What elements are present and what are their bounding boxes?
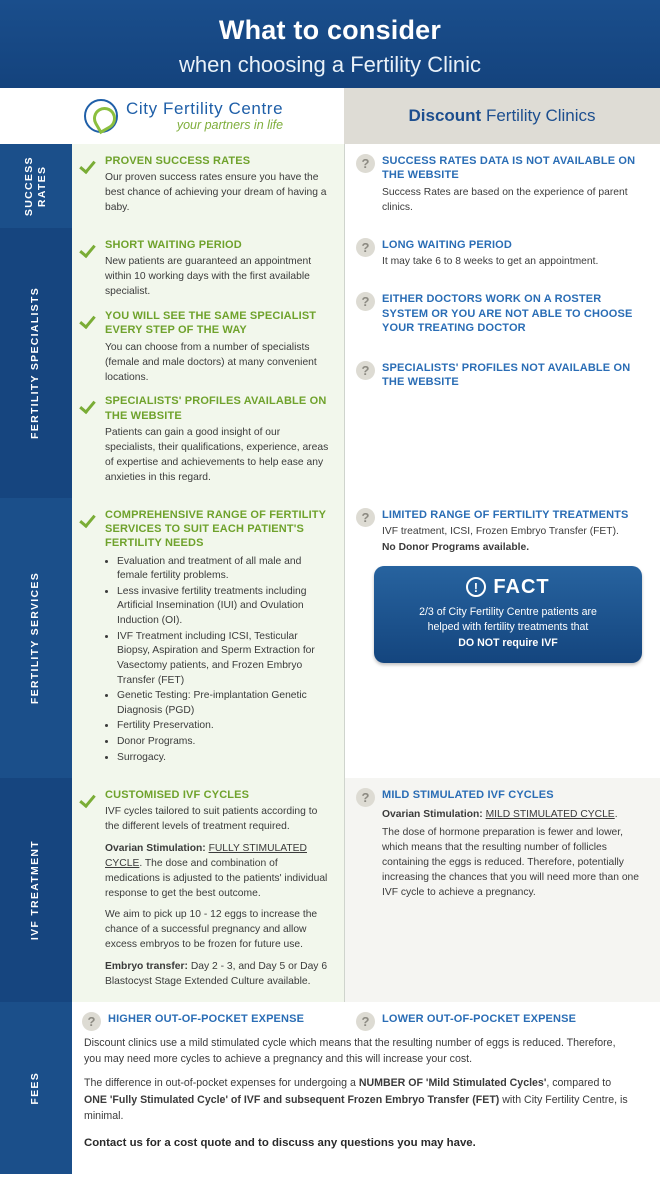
item-body: The dose of hormone preparation is fewer and lower, which means that the resulting number of follicles containing the eggs is reduced. Therefore, potentially increasing the chances that you will need more than one IVF cycle to achieve a pregnancy. bbox=[382, 827, 640, 899]
list-item: • Less invasive fertility treatments including Artificial Insemination (IUI) and Ovulation Induction (OI). bbox=[117, 585, 332, 629]
list-item bbox=[82, 238, 332, 300]
list-item bbox=[356, 788, 646, 901]
item-body: New patients are guaranteed an appointment within 10 working days with the first available specialist. bbox=[105, 256, 312, 298]
item-heading: MILD STIMULATED IVF CYCLES bbox=[382, 789, 554, 802]
question-icon: ? bbox=[356, 508, 375, 527]
side-label-fertility-specialists: FERTILITY SPECIALISTS bbox=[0, 228, 72, 498]
discount-title-bold: Discount bbox=[408, 106, 482, 125]
section-ivf-treatment bbox=[0, 778, 660, 1001]
fees-right-cell bbox=[344, 1002, 660, 1031]
item-heading: SHORT WAITING PERIOD bbox=[105, 239, 242, 252]
fees-p2-e: with City Fertility Centre, is minimal. bbox=[84, 1093, 628, 1123]
column-divider bbox=[344, 778, 345, 1001]
list-item bbox=[356, 154, 646, 215]
check-icon bbox=[82, 395, 98, 413]
city-fertility-logo-icon bbox=[84, 99, 118, 133]
fees-p2-d: ONE 'Fully Stimulated Cycle' of IVF and subsequent Frozen Embryo Transfer (FET) bbox=[84, 1093, 500, 1106]
list-item bbox=[82, 154, 332, 216]
question-icon: ? bbox=[356, 154, 375, 173]
item-body-bold: No Donor Programs available. bbox=[382, 541, 530, 553]
side-label-spacer bbox=[0, 88, 72, 144]
check-icon bbox=[82, 509, 98, 527]
fees-p2-a: The difference in out-of-pocket expenses for undergoing a bbox=[84, 1077, 359, 1090]
item-body: IVF cycles tailored to suit patients according to the different levels of treatment required. bbox=[105, 806, 318, 833]
fees-p2-b: NUMBER OF 'Mild Stimulated Cycles' bbox=[358, 1077, 547, 1090]
list-item: • Fertility Preservation. bbox=[117, 719, 332, 734]
page-title: What to consider bbox=[218, 15, 442, 45]
ovarian-stim-value: FULLY STIMULATED CYCLE bbox=[105, 843, 307, 870]
services-bullet-list bbox=[117, 555, 332, 766]
comparison-grid bbox=[0, 144, 660, 1174]
brand-tagline: your partners in life bbox=[176, 118, 284, 133]
ivf-right-cell bbox=[344, 778, 660, 1001]
list-item bbox=[82, 508, 332, 766]
specialists-right-cell bbox=[344, 228, 660, 498]
item-heading: YOU WILL SEE THE SAME SPECIALIST EVERY STEP OF THE WAY bbox=[105, 310, 317, 337]
question-icon: ? bbox=[82, 1012, 101, 1031]
item-heading: HIGHER OUT-OF-POCKET EXPENSE bbox=[108, 1012, 305, 1025]
fees-p2-c: , compared to bbox=[546, 1077, 612, 1090]
success-rates-left-cell bbox=[72, 144, 344, 228]
item-paragraph-2 bbox=[105, 842, 332, 902]
embryo-transfer-rest: Day 2 - 3, and Day 5 or Day 6 Blastocyst Stage Extended Culture available. bbox=[105, 960, 328, 987]
item-heading: LOWER OUT-OF-POCKET EXPENSE bbox=[382, 1012, 577, 1025]
item-heading: SPECIALISTS' PROFILES AVAILABLE ON THE WEBSITE bbox=[105, 395, 327, 422]
item-heading: COMPREHENSIVE RANGE OF FERTILITY SERVICES TO SUIT EACH PATIENT'S FERTILITY NEEDS bbox=[105, 508, 326, 550]
item-heading: SUCCESS RATES DATA IS NOT AVAILABLE ON THE WEBSITE bbox=[382, 155, 636, 182]
item-heading: CUSTOMISED IVF CYCLES bbox=[105, 789, 250, 802]
check-icon bbox=[82, 310, 98, 328]
side-label-success-rates: SUCCESS RATES bbox=[0, 144, 72, 228]
side-label-ivf-treatment: IVF TREATMENT bbox=[0, 778, 72, 1001]
list-item: • IVF Treatment including ICSI, Testicular Biopsy, Aspiration and Sperm Extraction for Vasectomy patients, and Frozen Embryo Transfer (FET) bbox=[117, 630, 332, 688]
brand-column-header bbox=[72, 88, 344, 144]
ovarian-stim-value: MILD STIMULATED CYCLE bbox=[485, 809, 615, 821]
brand bbox=[84, 99, 283, 133]
check-icon bbox=[82, 789, 98, 807]
discount-title-rest: Fertility Clinics bbox=[481, 106, 596, 125]
item-body: Success Rates are based on the experience of parent clinics. bbox=[382, 186, 628, 213]
list-item bbox=[356, 508, 646, 556]
column-divider bbox=[344, 498, 345, 778]
contact-cta: Contact us for a cost quote and to discuss any questions you may have. bbox=[84, 1136, 476, 1149]
item-paragraph-1 bbox=[382, 808, 646, 823]
section-success-rates bbox=[0, 144, 660, 228]
list-item bbox=[356, 1012, 646, 1031]
section-fertility-services bbox=[0, 498, 660, 778]
services-right-cell bbox=[344, 498, 660, 778]
fact-line-1: 2/3 of City Fertility Centre patients are bbox=[419, 605, 597, 618]
item-body: It may take 6 to 8 weeks to get an appointment. bbox=[382, 256, 599, 268]
page-subtitle: when choosing a Fertility Clinic bbox=[178, 51, 482, 77]
question-icon: ? bbox=[356, 1012, 375, 1031]
list-item: • Evaluation and treatment of all male and female fertility problems. bbox=[117, 555, 332, 584]
fact-title-text: FACT bbox=[493, 575, 550, 598]
fact-title bbox=[388, 576, 628, 599]
discount-column-header bbox=[344, 88, 660, 144]
list-item: • Donor Programs. bbox=[117, 735, 332, 750]
fees-left-cell bbox=[72, 1002, 344, 1031]
fees-content bbox=[72, 1002, 660, 1175]
list-item bbox=[82, 394, 332, 485]
list-item bbox=[82, 1012, 332, 1031]
fees-body bbox=[72, 1031, 660, 1175]
item-body: IVF treatment, ICSI, Frozen Embryo Transfer (FET). bbox=[382, 526, 619, 538]
item-body: You can choose from a number of specialists (female and male doctors) at many convenient locations. bbox=[105, 341, 317, 383]
fees-paragraph-1: Discount clinics use a mild stimulated cycle which means that the resulting number of eggs is reduced. Therefore, you may need more cycles to achieve a pregnancy and this will increase your cost. bbox=[84, 1036, 616, 1066]
brand-name: City Fertility Centre bbox=[126, 98, 284, 118]
question-icon: ? bbox=[356, 788, 375, 807]
ivf-left-cell bbox=[72, 778, 344, 1001]
side-label-fees: FEES bbox=[0, 1002, 72, 1175]
fact-line-3: DO NOT require IVF bbox=[458, 636, 558, 649]
list-item bbox=[356, 361, 646, 390]
list-item bbox=[82, 309, 332, 385]
list-item bbox=[82, 788, 332, 989]
column-divider bbox=[344, 144, 345, 228]
item-heading: SPECIALISTS' PROFILES NOT AVAILABLE ON THE WEBSITE bbox=[382, 362, 631, 389]
ovarian-stim-rest: . The dose and combination of medications is adjusted to the patients' individual response to get the best outcome. bbox=[105, 858, 328, 900]
fact-line-2: helped with fertility treatments that bbox=[427, 621, 589, 634]
list-item bbox=[356, 238, 646, 270]
item-heading: PROVEN SUCCESS RATES bbox=[105, 155, 251, 167]
exclamation-icon: ! bbox=[466, 577, 486, 597]
fees-paragraph-2 bbox=[84, 1075, 632, 1124]
section-fertility-specialists bbox=[0, 228, 660, 498]
item-paragraph-4 bbox=[105, 960, 332, 990]
check-icon bbox=[82, 239, 98, 257]
item-heading: LONG WAITING PERIOD bbox=[382, 239, 512, 252]
list-item bbox=[356, 292, 646, 335]
ovarian-stim-rest: . bbox=[614, 809, 618, 821]
item-paragraph-3: We aim to pick up 10 - 12 eggs to increase the chance of a successful pregnancy and allow excess embryos to be frozen for future use. bbox=[105, 909, 318, 950]
item-body: Our proven success rates ensure you have the best chance of achieving your dream of having a baby. bbox=[105, 172, 327, 214]
question-icon: ? bbox=[356, 238, 375, 257]
ovarian-stim-label: Ovarian Stimulation: bbox=[105, 843, 209, 855]
embryo-transfer-label: Embryo transfer: bbox=[105, 960, 188, 972]
column-divider bbox=[344, 228, 345, 498]
item-heading: EITHER DOCTORS WORK ON A ROSTER SYSTEM OR YOU ARE NOT ABLE TO CHOOSE YOUR TREATING DOCTOR bbox=[382, 293, 633, 334]
list-item: • Surrogacy. bbox=[117, 751, 332, 766]
success-rates-right-cell bbox=[344, 144, 660, 228]
question-icon: ? bbox=[356, 361, 375, 380]
ovarian-stim-label: Ovarian Stimulation: bbox=[382, 809, 486, 821]
page-header bbox=[0, 0, 660, 88]
section-fees bbox=[0, 1002, 660, 1175]
fact-box bbox=[374, 566, 642, 663]
list-item: • Genetic Testing: Pre-implantation Genetic Diagnosis (PGD) bbox=[117, 689, 332, 718]
check-icon bbox=[82, 155, 98, 173]
services-left-cell bbox=[72, 498, 344, 778]
item-heading: LIMITED RANGE OF FERTILITY TREATMENTS bbox=[382, 508, 629, 521]
item-body: Patients can gain a good insight of our specialists, their qualifications, experience, areas of expertise and achievements to help ease any anxieties in this regard. bbox=[105, 427, 329, 483]
specialists-left-cell bbox=[72, 228, 344, 498]
side-label-fertility-services: FERTILITY SERVICES bbox=[0, 498, 72, 778]
column-header-bar bbox=[0, 88, 660, 144]
question-icon: ? bbox=[356, 292, 375, 311]
